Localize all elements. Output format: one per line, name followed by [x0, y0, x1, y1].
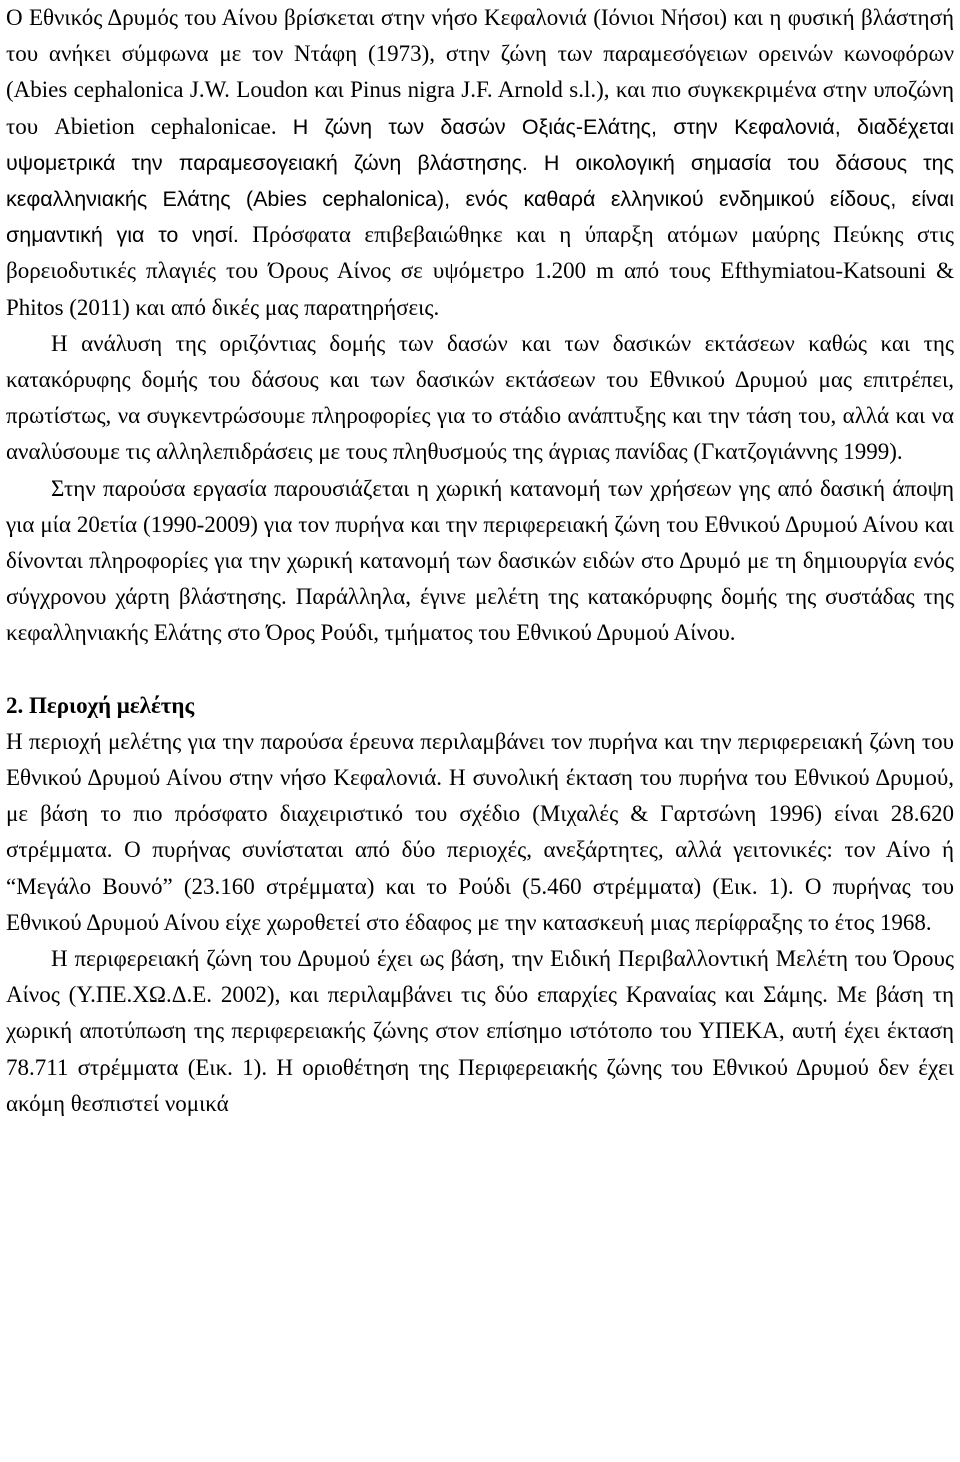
paragraph-study-area: Η περιοχή μελέτης για την παρούσα έρευνα περιλαμβάνει τον πυρήνα και την περιφερειακή ζώνη του Εθνικού Δρυμού Αίνου στην νήσο Κεφαλονιά. Η συνολική έκταση του πυρήνα του Εθνικού Δρυμού, με βάση το πιο πρόσφατο διαχειριστικό του σχέδιο (Μιχαλές & Γαρτσώνη 1996) είναι 28.620 στρέμματα. Ο πυρήνας συνίσταται από δύο περιοχές, ανεξάρτητες, αλλά γειτονικές: τον Αίνο ή “Μεγάλο Βουνό” (23.160 στρέμματα) και το Ρούδι (5.460 στρέμματα) (Εικ. 1). Ο πυρήνας του Εθνικού Δρυμού Αίνου είχε χωροθετεί στο έδαφος με την κατασκευή μιας περίφραξης το έτος 1968. [6, 728, 954, 935]
section-heading-study-area: 2. Περιοχή μελέτης [6, 692, 195, 718]
paragraph-peripheral-zone: Η περιφερειακή ζώνη του Δρυμού έχει ως βάση, την Ειδική Περιβαλλοντική Μελέτη του Όρους Αίνος (Υ.ΠΕ.ΧΩ.Δ.Ε. 2002), και περιλαμβάνει τις δύο επαρχίες Κραναίας και Σάμης. Με βάση τη χωρική αποτύπωση της περιφερειακής ζώνης στον επίσημο ιστότοπο του ΥΠΕΚΑ, αυτή έχει έκταση 78.711 στρέμματα (Εικ. 1). Η οριοθέτηση της Περιφερειακής ζώνης του Εθνικού Δρυμού δεν έχει ακόμη θεσπιστεί νομικά [6, 946, 954, 1116]
paragraph-intro-sans-text: Η ζώνη των δασών Οξιάς-Ελάτης, στην Κεφαλονιά, διαδέχεται υψομετρικά την παραμεσογειακή ζώνη βλάστησης. Η οικολογική σημασία του δάσους της κεφαλληνιακής Ελάτης (Abies cephalonica), ενός καθαρά ελληνικού ενδημικού είδους, είναι σημαντική για το νησί. [6, 114, 955, 248]
paragraph-intro [6, 0, 954, 326]
document-page [6, 0, 954, 1122]
paragraph-present-work: Στην παρούσα εργασία παρουσιάζεται η χωρική κατανομή των χρήσεων γης από δασική άποψη για μία 20ετία (1990-2009) για τον πυρήνα και την περιφερειακή ζώνη του Εθνικού Δρυμού Αίνου και δίνονται πληροφορίες για την χωρική κατανομή των δασικών ειδών στο Δρυμό με τη δημιουργία ενός σύγχρονου χάρτη βλάστησης. Παράλληλα, έγινε μελέτη της κατακόρυφης δομής της συστάδας της κεφαλληνιακής Ελάτης στο Όρος Ρούδι, τμήματος του Εθνικού Δρυμού Αίνου. [6, 475, 954, 646]
paragraph-intro-text: Ο Εθνικός Δρυμός του Αίνου βρίσκεται στην νήσο Κεφαλονιά (Ιόνιοι Νήσοι) και η φυσική βλάστησή του ανήκει σύμφωνα με τον Ντάφη (1973), στην ζώνη των παραμεσόγειων ορεινών κωνοφόρων (Abies cephalonica J.W. Loudon και Pinus nigra J.F. Arnold s.l.), και πιο συγκεκριμένα στην υποζώνη του Abietion cephalonicae. [6, 5, 954, 139]
paragraph-intro-end-text: Πρόσφατα επιβεβαιώθηκε και η ύπαρξη ατόμων μαύρης Πεύκης στις βορειοδυτικές πλαγιές του Όρους Αίνος σε υψόμετρο 1.200 m από τους Efthymiatou-Katsouni & Phitos (2011) και από δικές μας παρατηρήσεις. [6, 222, 954, 320]
paragraph-structure-analysis: Η ανάλυση της οριζόντιας δομής των δασών και των δασικών εκτάσεων καθώς και της κατακόρυφης δομής του δάσους και των δασικών εκτάσεων του Εθνικού Δρυμού μας επιτρέπει, πρωτίστως, να συγκεντρώσουμε πληροφορίες για το στάδιο ανάπτυξης και την τάση του, αλλά και να αναλύσουμε τις αλληλεπιδράσεις με τους πληθυσμούς της άγριας πανίδας (Γκατζογιάννης 1999). [6, 330, 954, 465]
